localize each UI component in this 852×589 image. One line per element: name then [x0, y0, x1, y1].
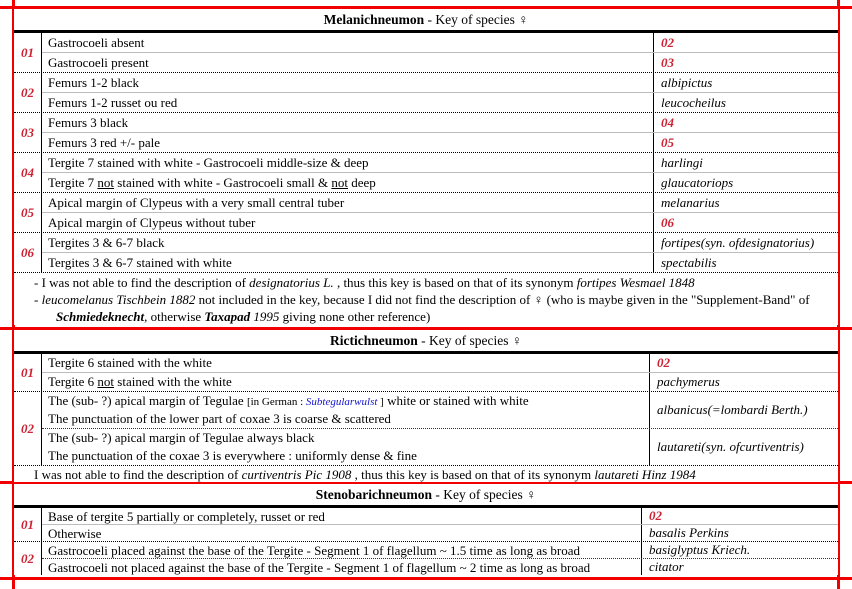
- key-table-body: [14, 354, 838, 466]
- couplet-text: [42, 233, 653, 252]
- key-line: [48, 373, 649, 391]
- couplet-result: [653, 93, 838, 112]
- couplet-number: 02: [14, 392, 42, 465]
- text-segment: lombardi Berth.: [720, 402, 804, 417]
- couplet: [14, 354, 838, 392]
- couplet-rows: [42, 354, 838, 391]
- text-segment: Gastrocoeli absent: [48, 35, 145, 50]
- footnotes: [14, 273, 838, 325]
- text-segment: deep: [348, 175, 376, 190]
- text-segment: leucocheilus: [661, 94, 726, 110]
- couplet-rows: [42, 193, 838, 232]
- section-title: [14, 484, 838, 508]
- key-line: [48, 354, 649, 372]
- couplet-result: [653, 73, 838, 92]
- text-segment: albipictus: [661, 74, 713, 90]
- genus-name: Melanichneumon: [323, 12, 425, 27]
- key-line: [48, 153, 653, 172]
- key-row: [42, 133, 838, 152]
- genus-name: Stenobarichneumon: [315, 487, 433, 502]
- text-segment: lautareti: [657, 439, 702, 454]
- key-line: [48, 542, 641, 558]
- key-row: [42, 354, 838, 373]
- couplet-text: [42, 373, 649, 391]
- text-segment: Gastrocoeli present: [48, 55, 149, 70]
- couplet-text: [42, 525, 641, 541]
- text-segment: 1995: [253, 309, 280, 324]
- key-row: [42, 213, 838, 232]
- couplet-rows: [42, 392, 838, 465]
- key-line: [48, 233, 653, 252]
- couplet: [14, 542, 838, 575]
- text-segment: ]: [377, 396, 384, 408]
- couplet-result: [653, 53, 838, 72]
- text-segment: Tergites 3 & 6-7 stained with white: [48, 255, 232, 270]
- text-segment: Otherwise: [48, 526, 102, 541]
- text-segment: Tergite 7 stained with white - Gastrocoeli middle-size & deep: [48, 155, 369, 170]
- couplet-number: 01: [14, 508, 42, 541]
- key-line: [48, 173, 653, 192]
- text-segment: Apical margin of Clypeus without tuber: [48, 215, 256, 230]
- couplet-number: 04: [14, 153, 42, 192]
- couplet-result: [641, 525, 838, 541]
- text-segment: pachymerus: [657, 374, 720, 389]
- couplet-rows: [42, 542, 838, 575]
- text-segment: Tergite 6: [48, 374, 98, 389]
- footnote-line: [34, 274, 834, 291]
- key-line: [48, 525, 641, 541]
- couplet-result: [649, 373, 838, 391]
- text-segment: (syn. of: [700, 234, 740, 250]
- text-segment: giving none other reference): [279, 309, 431, 324]
- text-segment: Femurs 3 red +/- pale: [48, 135, 161, 150]
- text-segment: albanicus: [657, 402, 708, 417]
- section-title: [14, 9, 838, 33]
- key-row: [42, 429, 838, 465]
- key-row: [42, 508, 838, 525]
- key-row: [42, 233, 838, 253]
- couplet-rows: [42, 113, 838, 152]
- text-segment: not: [97, 374, 115, 389]
- text-segment: basalis Perkins: [649, 525, 729, 540]
- couplet-number: 06: [14, 233, 42, 272]
- key-table-body: [14, 508, 838, 575]
- key-row: [42, 542, 838, 559]
- text-segment: spectabilis: [661, 254, 717, 270]
- text-segment: -: [34, 292, 42, 307]
- couplet-text: [42, 93, 653, 112]
- text-segment: The (sub- ?) apical margin of Tegulae: [48, 393, 247, 408]
- couplet-result: [653, 233, 838, 252]
- couplet-text: [42, 559, 641, 575]
- section-title: [14, 330, 838, 354]
- couplet-number: 02: [14, 73, 42, 112]
- couplet-result: [653, 213, 838, 232]
- couplet-reference-number: 03: [661, 54, 674, 70]
- text-segment: Schmiedeknecht: [56, 309, 145, 324]
- couplet-text: [42, 193, 653, 212]
- couplet-reference-number: 05: [661, 134, 674, 150]
- couplet-rows: [42, 33, 838, 72]
- couplet-reference-number: 06: [661, 214, 674, 230]
- couplet-text: [42, 429, 649, 465]
- section-stenobarichneumon: [14, 484, 838, 575]
- couplet-reference-number: 02: [657, 355, 670, 370]
- couplet-text: [42, 153, 653, 172]
- key-line: [48, 508, 641, 524]
- couplet-text: [42, 53, 653, 72]
- couplet-result: [649, 392, 838, 428]
- key-line: [48, 429, 649, 447]
- key-line: [48, 193, 653, 212]
- text-segment: The punctuation of the lower part of coxae 3 is coarse & scattered: [48, 411, 391, 426]
- key-row: [42, 73, 838, 93]
- text-segment: [in German :: [246, 396, 306, 408]
- couplet-text: [42, 133, 653, 152]
- couplet-result: [653, 133, 838, 152]
- title-suffix: - Key of species ♀: [424, 12, 529, 27]
- couplet-reference-number: 02: [649, 508, 662, 523]
- key-table-body: [14, 33, 838, 273]
- text-segment: Tergite 7: [48, 175, 98, 190]
- couplet-rows: [42, 153, 838, 192]
- text-segment: , thus this key is based on that of its synonym: [333, 275, 577, 290]
- key-row: [42, 392, 838, 429]
- key-row: [42, 113, 838, 133]
- text-segment: Subtegularwulst: [305, 396, 378, 408]
- genus-name: Rictichneumon: [330, 333, 418, 348]
- text-segment: I was not able to find the description of: [34, 467, 242, 482]
- text-segment: Tergite 6 stained with the white: [48, 355, 212, 370]
- text-segment: stained with the white: [114, 374, 232, 389]
- key-row: [42, 373, 838, 391]
- section-rictichneumon: [14, 330, 838, 482]
- couplet: [14, 113, 838, 153]
- text-segment: - I was not able to find the description of: [34, 275, 250, 290]
- text-segment: not: [97, 175, 115, 190]
- couplet-text: [42, 73, 653, 92]
- key-row: [42, 93, 838, 112]
- couplet: [14, 193, 838, 233]
- key-row: [42, 193, 838, 213]
- couplet: [14, 33, 838, 73]
- text-segment: leucomelanus Tischbein 1882: [41, 292, 196, 307]
- text-segment: not included in the key, because I did not find the description of ♀ (who is maybe given in the "Supplement-Band" of: [195, 292, 810, 307]
- text-segment: Femurs 3 black: [48, 115, 129, 130]
- couplet-rows: [42, 233, 838, 272]
- text-segment: Taxapad: [204, 309, 251, 324]
- key-row: [42, 559, 838, 575]
- text-segment: Femurs 1-2 russet ou red: [48, 95, 178, 110]
- couplet-text: [42, 542, 641, 558]
- couplet-result: [653, 253, 838, 272]
- text-segment: (syn. of: [701, 439, 740, 454]
- footnote-line: [34, 308, 834, 325]
- couplet-reference-number: 02: [661, 34, 674, 50]
- text-segment: curtiventris: [739, 439, 800, 454]
- text-segment: fortipes Wesmael 1848: [576, 275, 695, 290]
- text-segment: white or stained with white: [383, 393, 529, 408]
- couplet-text: [42, 354, 649, 372]
- text-segment: Femurs 1-2 black: [48, 75, 139, 90]
- text-segment: (=: [707, 402, 721, 417]
- couplet-result: [641, 559, 838, 575]
- text-segment: basiglyptus Kriech.: [649, 542, 751, 557]
- couplet-result: [641, 508, 838, 524]
- key-line: [48, 73, 653, 92]
- text-segment: Apical margin of Clypeus with a very small central tuber: [48, 195, 345, 210]
- text-segment: The (sub- ?) apical margin of Tegulae always black: [48, 430, 315, 445]
- section-melanichneumon: [14, 9, 838, 325]
- couplet-result: [653, 153, 838, 172]
- text-segment: lautareti Hinz 1984: [594, 467, 696, 482]
- couplet: [14, 153, 838, 193]
- text-segment: not: [331, 175, 348, 190]
- couplet-text: [42, 33, 653, 52]
- couplet-result: [653, 193, 838, 212]
- couplet-text: [42, 113, 653, 132]
- text-segment: curtiventris Pic 1908: [241, 467, 352, 482]
- key-row: [42, 153, 838, 173]
- footnote-line: [34, 291, 834, 308]
- couplet-result: [641, 542, 838, 558]
- couplet: [14, 233, 838, 273]
- text-segment: stained with white - Gastrocoeli small &: [114, 175, 332, 190]
- couplet-result: [653, 173, 838, 192]
- couplet-text: [42, 392, 649, 428]
- couplet-text: [42, 213, 653, 232]
- couplet-rows: [42, 73, 838, 112]
- text-segment: melanarius: [661, 194, 720, 210]
- couplet-number: 01: [14, 354, 42, 391]
- text-segment: Gastrocoeli placed against the base of the Tergite - Segment 1 of flagellum ~ 1.5 time as long as broad: [48, 543, 580, 558]
- key-line: [48, 253, 653, 272]
- key-line: [48, 133, 653, 152]
- text-segment: , thus this key is based on that of its synonym: [351, 467, 595, 482]
- key-line: [48, 559, 641, 575]
- text-segment: The punctuation of the coxae 3 is everywhere : uniformly dense & fine: [48, 448, 417, 463]
- couplet-number: 02: [14, 542, 42, 575]
- key-line: [48, 213, 653, 232]
- text-segment: ): [799, 439, 804, 454]
- couplet-result: [653, 113, 838, 132]
- key-line: [48, 93, 653, 112]
- couplet-text: [42, 508, 641, 524]
- couplet-reference-number: 04: [661, 114, 674, 130]
- key-line: [48, 113, 653, 132]
- key-row: [42, 53, 838, 72]
- key-line: [48, 392, 649, 410]
- couplet-number: 05: [14, 193, 42, 232]
- text-segment: fortipes: [661, 234, 701, 250]
- couplet: [14, 508, 838, 542]
- couplet-text: [42, 173, 653, 192]
- couplet-result: [649, 429, 838, 465]
- text-segment: ): [809, 234, 815, 250]
- text-segment: , otherwise: [144, 309, 205, 324]
- key-row: [42, 253, 838, 272]
- key-row: [42, 173, 838, 192]
- text-segment: Gastrocoeli not placed against the base of the Tergite - Segment 1 of flagellum ~ 2 time as long as broad: [48, 560, 591, 575]
- text-segment: designatorius L.: [249, 275, 334, 290]
- red-horizontal-rule-bottom: [0, 577, 852, 580]
- text-segment: ): [803, 402, 808, 417]
- couplet-result: [653, 33, 838, 52]
- text-segment: harlingi: [661, 154, 703, 170]
- text-segment: citator: [649, 559, 684, 574]
- key-line: [48, 53, 653, 72]
- key-line: [48, 33, 653, 52]
- couplet: [14, 73, 838, 113]
- couplet-text: [42, 253, 653, 272]
- text-segment: Tergites 3 & 6-7 black: [48, 235, 165, 250]
- couplet: [14, 392, 838, 466]
- footnotes: [14, 466, 838, 482]
- key-line: [48, 410, 649, 428]
- couplet-result: [649, 354, 838, 372]
- couplet-number: 01: [14, 33, 42, 72]
- key-row: [42, 33, 838, 53]
- footnote-line: [34, 467, 834, 482]
- key-row: [42, 525, 838, 541]
- couplet-number: 03: [14, 113, 42, 152]
- key-line: [48, 447, 649, 465]
- title-suffix: - Key of species ♀: [432, 487, 537, 502]
- title-suffix: - Key of species ♀: [417, 333, 522, 348]
- couplet-rows: [42, 508, 838, 541]
- text-segment: glaucatoriops: [661, 174, 734, 190]
- text-segment: Base of tergite 5 partially or completely, russet or red: [48, 509, 325, 524]
- text-segment: designatorius: [739, 234, 810, 250]
